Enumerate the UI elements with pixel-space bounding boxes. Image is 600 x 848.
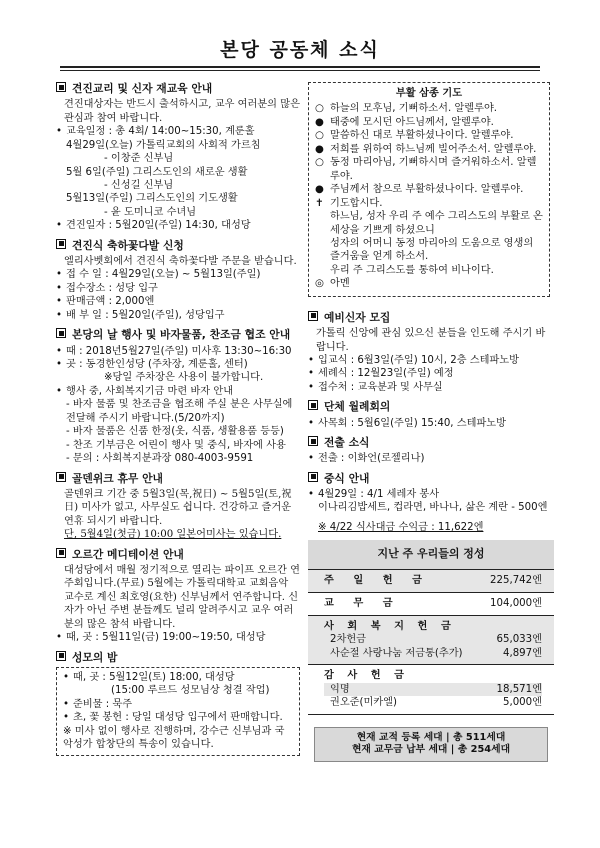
prayer-line bbox=[315, 102, 543, 115]
prayer-line bbox=[315, 264, 543, 277]
dash-item: - 바자 물품 및 찬조금을 협조해 주실 분은 사무실에 전달해 주시기 바랍니다.(5/20까지) bbox=[66, 399, 293, 424]
prayer-text: 동정 마리아님, 기뻐하시며 즐거워하소서. 알렐루야. bbox=[330, 157, 537, 182]
section-lunch bbox=[308, 472, 550, 535]
list-item: • 접 수 일 : 4월29일(오늘) ~ 5월13일(주일) bbox=[56, 268, 300, 281]
dash-item: - 바자 물품은 신품 한정(옷, 식품, 생활용품 등등) bbox=[66, 426, 284, 438]
section-square-icon bbox=[56, 82, 66, 92]
list-item: • 사목회 : 5월6일(주일) 15:40, 스테파노방 bbox=[308, 417, 550, 430]
prayer-symbol-icon: ● bbox=[315, 116, 324, 128]
section-heading: 본당의 날 행사 및 바자물품, 찬조금 협조 안내 bbox=[72, 328, 291, 342]
paragraph: 대성당에서 매월 정기적으로 열리는 파이프 오르간 연주회입니다.(무료) 5월에는 가톨릭대학교 교회음악 교수로 계신 최호영(요한) 신부님께서 연주합니다. 신자가 아닌 주변 분들께도 널리 알려주시고 교우 여러분의 많은 참석 바랍니다. bbox=[64, 564, 300, 630]
section-flower-order bbox=[56, 239, 300, 323]
prayer-text: 기도합시다. bbox=[330, 197, 383, 209]
section-square-icon bbox=[308, 311, 318, 321]
prayer-line bbox=[315, 129, 543, 142]
prayer-text: 우리 주 그리스도를 통하여 비나이다. bbox=[330, 264, 494, 276]
schedule-row: 5월 6일(주일) 그리스도인의 새로운 생활 bbox=[66, 166, 248, 178]
section-heading: 전출 소식 bbox=[324, 436, 370, 450]
prayer-line bbox=[315, 197, 543, 210]
note: (15:00 루르드 성모님상 청결 작업) bbox=[111, 685, 270, 697]
summary-line: 현재 교무금 납부 세대 | 총 254세대 bbox=[351, 744, 511, 756]
schedule-speaker: - 윤 도미니코 수녀님 bbox=[104, 206, 197, 218]
offering-subvalue: 4,897엔 bbox=[502, 647, 542, 659]
list-item: • 전출 : 이화언(로젤리나) bbox=[308, 452, 550, 465]
prayer-symbol-icon: ○ bbox=[315, 103, 324, 115]
list-item: • 접수처 : 교육분과 및 사무실 bbox=[308, 381, 550, 394]
prayer-text: 주님께서 참으로 부활하셨나이다. 알렐루야. bbox=[330, 184, 524, 196]
paragraph: 골덴위크 기간 중 5월3일(목,祝日) ~ 5월5일(토,祝日) 미사가 없고, 사무실도 쉽니다. 건강하고 즐거운 연휴 되시기 바랍니다. bbox=[64, 488, 292, 527]
list-item: • 배 부 일 : 5월20일(주일), 성당입구 bbox=[56, 309, 300, 322]
prayer-symbol-icon: ● bbox=[315, 143, 324, 155]
section-square-icon bbox=[308, 472, 318, 482]
prayer-symbol-icon: ◎ bbox=[315, 278, 324, 290]
prayer-line bbox=[315, 116, 543, 129]
prayer-symbol-icon: ✝ bbox=[315, 197, 324, 209]
section-square-icon bbox=[308, 400, 318, 410]
offering-block-heading: 감 사 헌 금 bbox=[324, 670, 410, 682]
list-item: • 때, 곳 : 5월11일(금) 19:00~19:50, 대성당 bbox=[56, 631, 300, 644]
section-square-icon bbox=[56, 472, 66, 482]
offering-subrow bbox=[324, 647, 542, 660]
offering-subrow bbox=[324, 683, 542, 696]
offering-subrow bbox=[324, 633, 542, 646]
summary-line: 현재 교적 등록 세대 | 총 511세대 bbox=[356, 731, 506, 743]
note: ※당일 주차장은 사용이 불가합니다. bbox=[104, 372, 264, 384]
list-item: • 교육일정 : 총 4회/ 14:00~15:30, 계룬홀 bbox=[56, 125, 300, 138]
list-item: • 행사 중, 사회복지기금 마련 바자 안내 bbox=[56, 385, 300, 398]
list-item: • 때 : 2018년5월27일(주일) 미사후 13:30~16:30 bbox=[56, 345, 300, 358]
prayer-title: 부활 삼종 기도 bbox=[395, 88, 463, 99]
offering-sublabel: 권오준(미카엘) bbox=[330, 697, 397, 709]
section-catechumen bbox=[308, 311, 550, 395]
section-organ-meditation bbox=[56, 548, 300, 645]
offering-row bbox=[308, 569, 554, 592]
section-heading: 성모의 밤 bbox=[72, 650, 118, 664]
left-column bbox=[56, 80, 300, 762]
prayer-text: 하늘의 모후님, 기뻐하소서. 알렐루야. bbox=[330, 103, 498, 115]
offering-label: 교 무 금 bbox=[324, 598, 401, 610]
list-item: • 입교식 : 6월3일(주일) 10시, 2층 스테파노방 bbox=[308, 354, 550, 367]
prayer-text: 말씀하신 대로 부활하셨나이다. 알렐루야. bbox=[330, 130, 514, 142]
offering-title: 지난 주 우리들의 정성 bbox=[308, 540, 554, 569]
section-heading: 중식 안내 bbox=[324, 471, 370, 485]
offering-sublabel: 익명 bbox=[330, 683, 350, 695]
prayer-line bbox=[315, 277, 543, 290]
household-summary bbox=[314, 727, 548, 763]
offering-subvalue: 18,571엔 bbox=[496, 683, 542, 695]
offering-label: 주 일 헌 금 bbox=[324, 575, 431, 587]
prayer-symbol-icon bbox=[315, 210, 330, 237]
section-confirmation-education bbox=[56, 82, 300, 233]
list-item: • 때, 곳 : 5월12일(토) 18:00, 대성당 bbox=[63, 671, 293, 684]
section-golden-week bbox=[56, 472, 300, 542]
list-item: • 접수장소 : 성당 입구 bbox=[56, 282, 300, 295]
prayer-line bbox=[315, 156, 543, 183]
offering-block-heading: 사 회 복 지 헌 금 bbox=[324, 620, 456, 632]
menu-line: 이나리김밥세트, 컵라면, 바나나, 삶은 계란 - 500엔 bbox=[318, 502, 548, 514]
revenue-note: ※ 4/22 식사대금 수익금 : 11,622엔 bbox=[318, 521, 484, 533]
section-heading: 골덴위크 휴무 안내 bbox=[72, 471, 163, 485]
prayer-symbol-icon: ● bbox=[315, 184, 324, 196]
offering-subrow bbox=[324, 696, 542, 709]
section-heading: 단체 월례회의 bbox=[324, 400, 391, 414]
section-heading: 오르간 메디테이션 안내 bbox=[72, 547, 184, 561]
schedule-row: 4월29일(오늘) 가톨릭교회의 사회적 가르침 bbox=[66, 139, 261, 151]
title-rule bbox=[60, 66, 540, 71]
prayer-line bbox=[315, 237, 543, 264]
section-monthly-meeting bbox=[308, 400, 550, 430]
prayer-symbol-icon: ○ bbox=[315, 130, 324, 142]
offering-value: 225,742엔 bbox=[490, 575, 542, 587]
prayer-line bbox=[315, 143, 543, 156]
offering-value: 104,000엔 bbox=[490, 598, 542, 610]
section-square-icon bbox=[56, 328, 66, 338]
list-item: • 세례식 : 12월23일(주일) 예정 bbox=[308, 367, 550, 380]
section-square-icon bbox=[56, 548, 66, 558]
prayer-box bbox=[308, 82, 550, 297]
schedule-speaker: - 이창준 신부님 bbox=[104, 153, 174, 165]
section-square-icon bbox=[56, 239, 66, 249]
list-item: • 초, 꽃 봉헌 : 당일 대성당 입구에서 판매합니다. bbox=[63, 711, 293, 724]
schedule-row: 5월13일(주일) 그리스도인의 기도생활 bbox=[66, 193, 238, 205]
offering-sublabel: 2차헌금 bbox=[330, 634, 367, 646]
dash-item: - 찬조 기부금은 어린이 행사 및 중식, 바자에 사용 bbox=[66, 439, 286, 451]
dashed-box bbox=[56, 667, 300, 756]
prayer-symbol-icon bbox=[315, 264, 330, 277]
dash-item: - 문의 : 사회복지분과장 080-4003-9591 bbox=[66, 453, 254, 465]
section-square-icon bbox=[308, 436, 318, 446]
prayer-text: 저희를 위하여 하느님께 빌어주소서. 알렐루야. bbox=[330, 143, 537, 155]
prayer-text: 성자의 어머니 동정 마리아의 도움으로 영생의 즐거움을 얻게 하소서. bbox=[330, 237, 534, 263]
prayer-line bbox=[315, 210, 543, 237]
list-item: • 판매금액 : 2,000엔 bbox=[56, 295, 300, 308]
list-item: • 준비물 : 묵주 bbox=[63, 698, 293, 711]
offering-sublabel: 사순절 사랑나눔 저금통(추가) bbox=[330, 647, 463, 659]
prayer-symbol-icon bbox=[315, 237, 330, 264]
offering-row bbox=[308, 592, 554, 615]
paragraph: 엘리사벳회에서 견진식 축하꽃다발 주문을 받습니다. bbox=[64, 256, 297, 268]
section-heading: 견진식 축하꽃다발 신청 bbox=[72, 238, 184, 252]
offering-block bbox=[308, 615, 554, 664]
section-heading: 견진교리 및 신자 재교육 안내 bbox=[72, 82, 213, 95]
offering-subvalue: 65,033엔 bbox=[496, 634, 542, 646]
section-parish-day bbox=[56, 328, 300, 465]
list-item: • 견진일자 : 5월20일(주일) 14:30, 대성당 bbox=[56, 219, 300, 232]
offering-block bbox=[308, 664, 554, 714]
offering-subvalue: 5,000엔 bbox=[502, 697, 542, 709]
prayer-line bbox=[315, 183, 543, 196]
paragraph: 가톨릭 신앙에 관심 있으신 분들을 인도해 주시기 바랍니다. bbox=[316, 328, 546, 353]
prayer-text: 아멘 bbox=[330, 278, 350, 290]
list-item: • 4월29일 : 4/1 세레자 봉사 bbox=[308, 488, 550, 501]
prayer-lines bbox=[315, 102, 543, 290]
underlined-note: 단, 5월4일(첫금) 10:00 일본어미사는 있습니다. bbox=[64, 529, 282, 541]
section-square-icon bbox=[56, 651, 66, 661]
page-title: 본당 공동체 소식 bbox=[220, 39, 380, 61]
paragraph: 견진대상자는 반드시 출석하시고, 교우 여러분의 많은 관심과 참여 바랍니다. bbox=[64, 99, 300, 124]
note: ※ 미사 없이 행사로 진행하며, 강수근 신부님과 국악성가 합창단의 특송이 있습니다. bbox=[63, 725, 285, 751]
list-item: • 곳 : 동경한인성당 (주차장, 계룬홀, 센터) bbox=[56, 358, 300, 371]
right-column bbox=[308, 80, 550, 762]
section-transfer bbox=[308, 436, 550, 466]
prayer-text: 하느님, 성자 우리 주 예수 그리스도의 부활로 온 세상을 기쁘게 하셨으니 bbox=[330, 211, 543, 236]
offering-table bbox=[308, 540, 554, 714]
schedule-speaker: - 신성길 신부님 bbox=[104, 179, 174, 191]
section-marian-night bbox=[56, 651, 300, 756]
prayer-symbol-icon: ○ bbox=[315, 157, 324, 169]
section-heading: 예비신자 모집 bbox=[324, 310, 391, 324]
prayer-text: 태중에 모시던 아드님께서, 알렐루야. bbox=[330, 116, 494, 128]
